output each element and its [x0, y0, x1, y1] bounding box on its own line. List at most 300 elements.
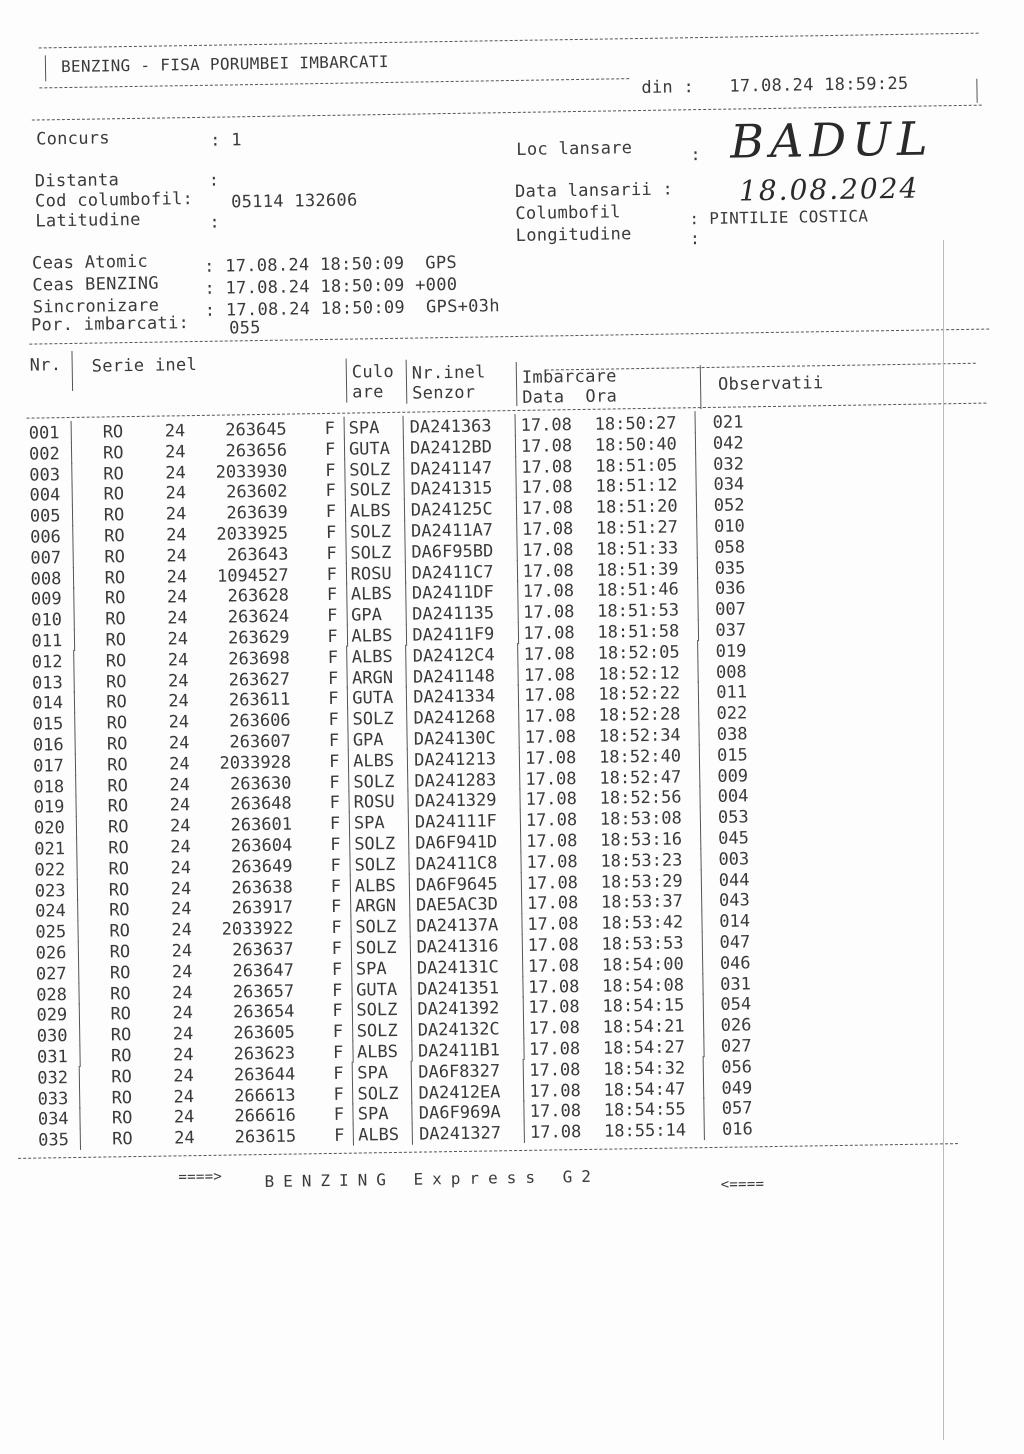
- row-number: 001: [28, 423, 60, 444]
- embark-time: 18:52:12: [597, 663, 681, 685]
- column-divider: [520, 851, 521, 873]
- observation: 038: [716, 724, 748, 745]
- column-divider: [702, 973, 703, 995]
- sensor-ring: DA6F941D: [415, 832, 498, 854]
- ring-year: 24: [165, 525, 187, 546]
- ring-number: 263647: [232, 960, 295, 982]
- ring-number: 263628: [227, 585, 290, 607]
- embark-date: 17.08: [529, 1059, 581, 1081]
- column-divider: [352, 1082, 353, 1104]
- column-divider: [350, 895, 351, 917]
- row-number: 010: [31, 610, 63, 631]
- sensor-ring: DA6F95BD: [411, 541, 494, 563]
- ring-number: 263637: [232, 939, 294, 961]
- pigeon-sex: F: [327, 668, 339, 689]
- column-divider: [408, 811, 409, 833]
- column-divider: [352, 1020, 353, 1042]
- column-divider: [703, 1077, 704, 1099]
- ring-country: RO: [111, 1108, 133, 1129]
- column-divider: [702, 952, 703, 974]
- column-divider: [524, 1100, 525, 1122]
- column-divider: [518, 684, 519, 706]
- embark-date: 17.08: [528, 1018, 581, 1040]
- col-header-serie: Serie inel: [91, 354, 198, 377]
- ring-year: 24: [172, 1024, 194, 1045]
- row-number: 021: [34, 839, 66, 860]
- column-divider: [345, 500, 346, 522]
- column-divider: [74, 671, 75, 693]
- embark-time: 18:53:37: [600, 891, 684, 914]
- column-divider: [523, 1080, 524, 1102]
- pigeon-color: SOLZ: [350, 542, 392, 564]
- ring-number: 263644: [233, 1064, 296, 1086]
- column-divider: [410, 998, 411, 1020]
- observation: 003: [718, 849, 750, 870]
- row-number: 016: [32, 735, 64, 756]
- observation: 045: [718, 828, 750, 849]
- pigeon-color: SOLZ: [352, 709, 394, 730]
- pigeon-color: ALBS: [350, 584, 393, 605]
- ring-number: 263611: [228, 689, 291, 711]
- column-divider: [404, 561, 405, 583]
- embark-date: 17.08: [524, 747, 577, 769]
- embark-time: 18:54:32: [603, 1058, 686, 1080]
- din-label: din :: [641, 77, 695, 98]
- ring-year: 24: [173, 1128, 195, 1149]
- sensor-ring: DA241334: [413, 686, 496, 709]
- column-divider: [352, 1061, 353, 1083]
- column-divider: [515, 435, 516, 457]
- concurs-label: Concurs: [35, 128, 111, 150]
- ring-number: 263648: [230, 793, 292, 815]
- ring-country: RO: [110, 1025, 132, 1046]
- row-number: 029: [36, 1005, 68, 1026]
- col-header-bar-2: [346, 359, 348, 403]
- embark-date: 17.08: [521, 477, 573, 499]
- sensor-ring: DA241315: [410, 478, 493, 501]
- column-divider: [75, 754, 76, 776]
- pigeon-color: GPA: [351, 605, 383, 626]
- embark-date: 17.08: [524, 727, 577, 748]
- column-divider: [73, 629, 74, 651]
- ring-country: RO: [103, 463, 124, 485]
- ring-country: RO: [103, 526, 125, 547]
- row-number: 024: [34, 901, 66, 922]
- observation: 042: [712, 433, 744, 454]
- observation: 034: [713, 474, 745, 496]
- column-divider: [696, 515, 697, 537]
- ring-year: 24: [170, 857, 192, 879]
- ring-country: RO: [108, 858, 130, 880]
- ring-country: RO: [107, 796, 129, 817]
- columbofil-value: : PINTILIE COSTICA: [689, 206, 869, 229]
- column-divider: [517, 601, 518, 623]
- embark-time: 18:54:00: [601, 954, 684, 976]
- row-number: 018: [33, 776, 65, 798]
- row-number: 017: [33, 755, 65, 777]
- row-number: 012: [31, 651, 63, 673]
- sensor-ring: DA241327: [418, 1123, 502, 1145]
- embark-date: 17.08: [522, 560, 574, 582]
- col-header-imbarcare: Imbarcare: [521, 366, 617, 388]
- column-divider: [78, 1003, 79, 1025]
- column-divider: [701, 931, 702, 953]
- observation: 049: [721, 1077, 753, 1099]
- embark-date: 17.08: [525, 810, 578, 832]
- observation: 046: [719, 953, 751, 974]
- observation: 016: [721, 1119, 753, 1141]
- sheet-title: BENZING - FISA PORUMBEI IMBARCATI: [60, 51, 389, 77]
- column-divider: [404, 499, 405, 521]
- pigeon-sex: F: [330, 897, 342, 918]
- column-divider: [407, 769, 408, 791]
- column-divider: [695, 432, 696, 454]
- pigeon-color: SOLZ: [357, 1083, 399, 1105]
- column-divider: [76, 858, 77, 880]
- row-number: 005: [29, 506, 61, 527]
- column-divider: [408, 832, 409, 854]
- column-divider: [699, 786, 700, 808]
- column-divider: [407, 749, 408, 771]
- embark-time: 18:51:58: [597, 621, 680, 643]
- column-divider: [694, 411, 695, 433]
- sensor-ring: DA6F9645: [415, 873, 498, 896]
- pigeon-sex: F: [326, 585, 338, 606]
- column-divider: [522, 976, 523, 998]
- column-divider: [403, 416, 404, 438]
- column-divider: [704, 1098, 705, 1120]
- ring-number: 263615: [234, 1126, 297, 1148]
- observation: 022: [716, 703, 748, 725]
- pigeon-sex: F: [328, 730, 340, 751]
- pigeon-color: GPA: [352, 730, 384, 751]
- embark-date: 17.08: [527, 914, 579, 936]
- header-dash-line: [39, 78, 629, 88]
- pigeon-color: ARGN: [351, 667, 394, 689]
- embark-time: 18:53:23: [600, 850, 683, 872]
- observation: 007: [715, 599, 747, 621]
- row-number: 034: [37, 1109, 69, 1130]
- ring-year: 24: [173, 1107, 195, 1128]
- column-divider: [697, 578, 698, 600]
- footer-brand: BENZING Express G2: [264, 1166, 601, 1192]
- embark-date: 17.08: [523, 643, 576, 665]
- observation: 015: [716, 745, 748, 766]
- column-divider: [704, 1118, 705, 1140]
- row-number: 004: [29, 485, 61, 507]
- embark-date: 17.08: [525, 789, 578, 811]
- ring-year: 24: [167, 649, 189, 671]
- embark-date: 17.08: [521, 498, 574, 520]
- ring-country: RO: [110, 983, 131, 1005]
- pigeon-sex: F: [332, 1042, 344, 1063]
- column-divider: [698, 640, 699, 662]
- cod-value: 05114 132606: [230, 190, 358, 213]
- column-divider: [351, 999, 352, 1021]
- column-divider: [345, 521, 346, 543]
- col-header-bar-1: [71, 351, 73, 391]
- ring-country: RO: [103, 484, 125, 505]
- pigeon-sex: F: [333, 1084, 344, 1105]
- column-divider: [353, 1103, 354, 1125]
- embark-date: 17.08: [528, 997, 580, 1019]
- pigeon-color: SOLZ: [356, 1000, 398, 1021]
- embark-date: 17.08: [529, 1122, 582, 1144]
- column-divider: [519, 768, 520, 790]
- col-header-bar-3: [406, 360, 408, 404]
- row-number: 013: [31, 672, 63, 694]
- observation: 054: [720, 994, 752, 1016]
- pigeon-color: SPA: [355, 958, 387, 980]
- sensor-ring: DA241148: [412, 665, 496, 688]
- observation: 010: [713, 516, 745, 537]
- ring-year: 24: [171, 961, 193, 983]
- sensor-ring: DA2411F9: [412, 624, 495, 646]
- row-number: 002: [28, 443, 60, 465]
- embark-time: 18:54:08: [602, 975, 685, 997]
- column-divider: [524, 1121, 525, 1143]
- column-divider: [71, 421, 72, 443]
- ring-country: RO: [108, 900, 130, 921]
- embark-time: 18:52:56: [599, 787, 682, 810]
- ceas-benzing-label: Ceas BENZING: [32, 273, 159, 296]
- pigeon-color: ALBS: [351, 625, 393, 647]
- sensor-ring: DA24131C: [416, 957, 499, 979]
- column-divider: [75, 775, 76, 797]
- ring-year: 24: [170, 837, 191, 858]
- embark-date: 17.08: [529, 1101, 582, 1123]
- observation: 021: [712, 412, 744, 433]
- column-divider: [523, 1059, 524, 1081]
- column-divider: [80, 1107, 81, 1129]
- pigeon-color: SOLZ: [355, 937, 397, 959]
- pigeon-sex: F: [325, 502, 337, 523]
- ceas-atomic-label: Ceas Atomic: [31, 251, 149, 274]
- pigeon-sex: F: [331, 938, 343, 959]
- embark-date: 17.08: [521, 519, 574, 540]
- loc-label: Loc lansare: [516, 138, 633, 160]
- sensor-ring: DA2411DF: [411, 582, 494, 605]
- din-value: 17.08.24 18:59:25: [729, 73, 909, 97]
- embark-time: 18:53:29: [600, 871, 683, 893]
- column-divider: [351, 957, 352, 979]
- column-divider: [700, 827, 701, 849]
- column-divider: [410, 957, 411, 979]
- header-right-bar: [976, 79, 977, 103]
- pigeon-color: ALBS: [354, 875, 396, 897]
- ring-country: RO: [111, 1087, 133, 1109]
- ring-year: 24: [166, 566, 188, 588]
- column-divider: [73, 587, 74, 609]
- sensor-ring: DA24137A: [416, 915, 499, 937]
- ring-number: 266613: [234, 1085, 296, 1107]
- ring-number: 2033922: [221, 918, 294, 940]
- latitudine-sep: :: [209, 212, 221, 233]
- ring-country: RO: [104, 588, 126, 609]
- ring-number: 2033928: [219, 752, 292, 774]
- pigeon-sex: F: [331, 959, 343, 980]
- column-divider: [698, 682, 699, 704]
- column-divider: [408, 853, 409, 875]
- col-header-senzor: Senzor: [412, 382, 476, 404]
- pigeon-color: ALBS: [352, 750, 395, 772]
- col-header-bar-4: [516, 362, 518, 406]
- ring-country: RO: [103, 505, 125, 526]
- distanta-sep: :: [208, 170, 220, 191]
- pigeon-sex: F: [333, 1063, 344, 1084]
- column-divider: [353, 1124, 354, 1146]
- embark-date: 17.08: [528, 1039, 581, 1060]
- sensor-ring: DA24125C: [410, 499, 493, 521]
- column-divider: [411, 1081, 412, 1103]
- pigeon-color: ALBS: [357, 1125, 400, 1146]
- embark-time: 18:52:40: [598, 746, 682, 768]
- observation: 009: [717, 765, 749, 787]
- observation: 004: [717, 786, 749, 808]
- ring-number: 263917: [231, 897, 294, 919]
- column-divider: [516, 560, 517, 582]
- ring-number: 263605: [233, 1022, 295, 1044]
- column-divider: [516, 518, 517, 540]
- row-number: 023: [34, 880, 66, 902]
- por-imbarcati-value: 055: [228, 317, 261, 339]
- header-left-bar: [45, 55, 46, 81]
- row-number: 007: [30, 547, 62, 569]
- sensor-ring: DA2412EA: [418, 1081, 501, 1104]
- column-divider: [72, 525, 73, 547]
- embark-time: 18:51:53: [597, 600, 680, 622]
- col-header-bar-5: [700, 365, 702, 409]
- col-header-observatii: Observatii: [717, 373, 824, 395]
- row-number: 019: [33, 797, 65, 819]
- column-divider: [703, 1035, 704, 1057]
- column-divider: [347, 645, 348, 667]
- ring-country: RO: [104, 567, 126, 589]
- embark-time: 18:51:39: [596, 559, 679, 581]
- column-divider: [522, 996, 523, 1018]
- column-divider: [517, 580, 518, 602]
- embark-time: 18:54:27: [602, 1037, 686, 1059]
- embark-time: 18:53:08: [599, 808, 682, 830]
- pigeon-color: GUTA: [352, 688, 394, 709]
- col-header-nr: Nr.: [29, 355, 62, 376]
- ring-country: RO: [106, 734, 128, 755]
- column-divider: [346, 583, 347, 605]
- row-number: 011: [31, 631, 63, 652]
- cod-label: Cod columbofil:: [34, 189, 194, 212]
- column-divider: [76, 837, 77, 859]
- column-divider: [73, 608, 74, 630]
- pigeon-sex: F: [328, 751, 340, 772]
- column-divider: [516, 539, 517, 561]
- column-divider: [696, 557, 697, 579]
- column-divider: [403, 437, 404, 459]
- column-divider: [347, 666, 348, 688]
- pigeon-sex: F: [324, 439, 336, 460]
- column-divider: [406, 665, 407, 687]
- column-divider: [520, 809, 521, 831]
- latitudine-label: Latitudine: [35, 209, 141, 232]
- column-divider: [404, 541, 405, 563]
- column-divider: [518, 705, 519, 727]
- embark-date: 17.08: [524, 685, 576, 707]
- pigeon-color: ROSU: [350, 563, 392, 585]
- sensor-ring: DA241316: [416, 936, 499, 958]
- column-divider: [405, 603, 406, 625]
- column-divider: [696, 536, 697, 558]
- pigeon-color: SOLZ: [353, 771, 395, 793]
- embark-date: 17.08: [523, 623, 575, 644]
- pigeon-color: ARGN: [354, 896, 397, 917]
- pigeon-color: SOLZ: [349, 521, 392, 543]
- embark-date: 17.08: [520, 415, 573, 436]
- column-divider: [347, 687, 348, 709]
- column-divider: [350, 916, 351, 938]
- column-divider: [698, 661, 699, 683]
- ring-year: 24: [170, 878, 192, 900]
- column-divider: [697, 598, 698, 620]
- column-divider: [699, 765, 700, 787]
- ring-year: 24: [168, 691, 189, 712]
- ring-year: 24: [166, 587, 188, 608]
- embark-time: 18:51:46: [596, 579, 679, 602]
- observation: 037: [715, 620, 747, 641]
- column-divider: [697, 619, 698, 641]
- ceas-benzing-value: : 17.08.24 18:50:09 +000: [204, 274, 458, 299]
- column-divider: [519, 726, 520, 748]
- column-divider: [344, 458, 345, 480]
- loc-sep: :: [690, 145, 702, 166]
- column-divider: [405, 624, 406, 646]
- observation: 056: [721, 1057, 753, 1078]
- col-header-culo: Culo: [351, 361, 395, 383]
- observation: 047: [719, 932, 751, 953]
- column-divider: [411, 1060, 412, 1082]
- sensor-ring: DA24132C: [417, 1019, 500, 1041]
- ring-year: 24: [169, 795, 191, 816]
- column-divider: [412, 1102, 413, 1124]
- ring-year: 24: [165, 504, 187, 525]
- ring-year: 24: [170, 899, 192, 920]
- column-divider: [76, 816, 77, 838]
- column-divider: [518, 664, 519, 686]
- column-divider: [520, 830, 521, 852]
- column-divider: [515, 414, 516, 436]
- column-divider: [80, 1128, 81, 1150]
- column-divider: [700, 848, 701, 870]
- row-number: 035: [38, 1130, 70, 1151]
- column-divider: [412, 1123, 413, 1145]
- ring-country: RO: [109, 942, 131, 963]
- ring-number: 266616: [234, 1105, 297, 1127]
- row-number: 030: [36, 1026, 68, 1047]
- column-divider: [407, 728, 408, 750]
- column-divider: [78, 962, 79, 984]
- embark-time: 18:50:27: [594, 413, 677, 435]
- embark-time: 18:52:34: [598, 725, 681, 747]
- pigeon-color: GUTA: [348, 438, 391, 460]
- column-divider: [352, 1041, 353, 1063]
- ceas-atomic-value: : 17.08.24 18:50:09 GPS: [203, 252, 458, 277]
- column-divider: [350, 874, 351, 896]
- pigeon-sex: F: [333, 1125, 345, 1147]
- observation: 035: [714, 558, 746, 579]
- ring-year: 24: [165, 483, 187, 504]
- column-divider: [517, 622, 518, 644]
- observation: 019: [715, 641, 747, 662]
- embark-time: 18:52:22: [598, 683, 681, 706]
- pigeon-sex: F: [329, 793, 341, 814]
